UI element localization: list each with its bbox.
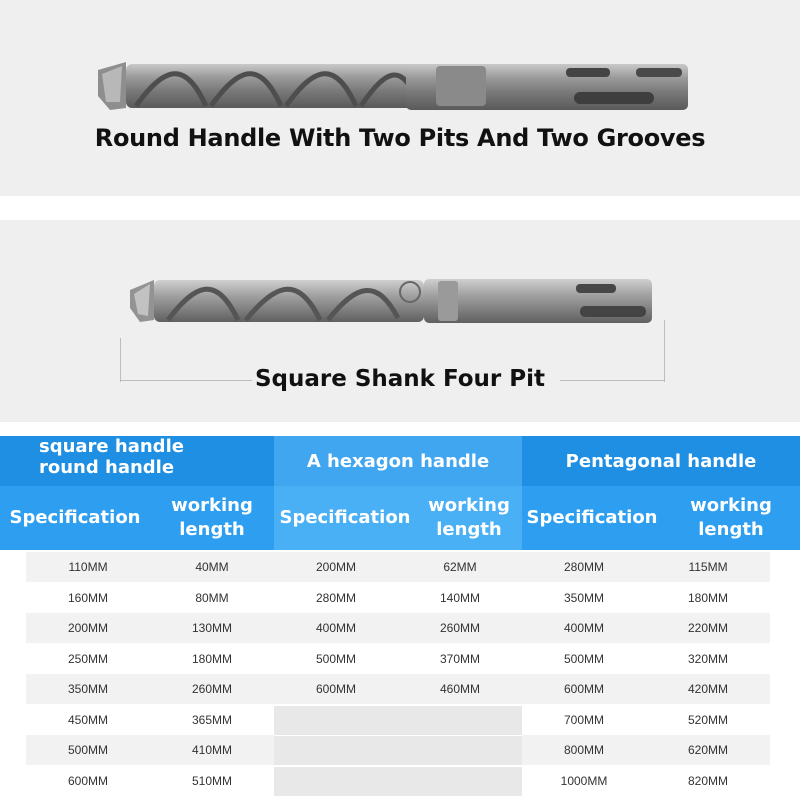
table-cell: 600MM [315, 682, 356, 696]
group-header-line1: square handle [39, 436, 184, 457]
subheader-working-2 [416, 486, 522, 550]
table-cell: 600MM [563, 682, 604, 696]
table-cell: 510MM [191, 773, 232, 788]
table-cell: 400MM [563, 621, 604, 635]
table-cell: 200MM [67, 621, 108, 635]
product-panel-round-handle [0, 0, 800, 196]
table-cell: 280MM [315, 590, 356, 605]
subheader-spec-1 [0, 486, 150, 550]
table-cell: 40MM [195, 560, 229, 574]
subheader-working-line2: length [698, 519, 764, 540]
subheader-working-line1: working [428, 495, 510, 516]
subheader-working-1 [150, 486, 274, 550]
table-cell: 115MM [688, 560, 728, 574]
table-cell: 260MM [191, 682, 232, 696]
table-cell: 520MM [687, 712, 728, 727]
table-cell [398, 766, 522, 796]
table-cell: 80MM [195, 590, 229, 605]
group-header-pentagonal-label: Pentagonal handle [565, 450, 757, 472]
group-header-pentagonal [522, 436, 800, 486]
table-cell: 260MM [439, 621, 480, 635]
table-cell: 410MM [191, 743, 232, 757]
subheader-spec-2 [274, 486, 416, 550]
table-cell: 500MM [315, 651, 356, 666]
table-cell: 820MM [687, 773, 728, 788]
table-cell: 160MM [67, 590, 108, 605]
subheader-spec-label: Specification [279, 507, 411, 528]
table-cell: 700MM [563, 712, 604, 727]
table-cell: 280MM [563, 560, 604, 574]
table-cell [274, 705, 398, 735]
group-header-hexagon-label: A hexagon handle [306, 450, 490, 472]
spec-table [0, 436, 800, 800]
table-cell: 450MM [67, 712, 108, 727]
subheader-working-line1: working [171, 495, 253, 516]
table-cell: 180MM [191, 651, 232, 666]
caption-square-shank: Square Shank Four Pit [254, 366, 546, 392]
table-cell: 110MM [68, 560, 108, 574]
table-cell: 500MM [563, 651, 604, 666]
subheader-working-line2: length [436, 519, 502, 540]
group-header-square-round [0, 436, 274, 486]
table-cell: 500MM [67, 743, 108, 757]
table-cell: 365MM [191, 712, 232, 727]
table-cell: 800MM [563, 743, 604, 757]
table-cell: 350MM [563, 590, 604, 605]
table-cell: 350MM [67, 682, 108, 696]
subheader-spec-label: Specification [9, 507, 141, 528]
table-cell: 200MM [315, 560, 356, 574]
group-header-line2: round handle [39, 457, 175, 478]
table-cell: 220MM [687, 621, 728, 635]
subheader-spec-label: Specification [526, 507, 658, 528]
table-cell: 180MM [687, 590, 728, 605]
table-cell: 420MM [687, 682, 728, 696]
subheader-working-line1: working [690, 495, 772, 516]
table-cell: 400MM [315, 621, 356, 635]
table-cell: 62MM [443, 560, 477, 574]
subheader-working-line2: length [179, 519, 245, 540]
caption-round-handle: Round Handle With Two Pits And Two Grooves [94, 124, 706, 152]
product-panel-square-shank [0, 220, 800, 422]
table-cell: 620MM [687, 743, 728, 757]
subheader-working-3 [662, 486, 800, 550]
table-cell [274, 735, 398, 765]
table-cell: 370MM [439, 651, 480, 666]
table-cell [398, 705, 522, 735]
drill-bit-square-shank-image [128, 270, 658, 330]
table-cell: 1000MM [560, 773, 608, 788]
group-header-hexagon [274, 436, 522, 486]
table-cell: 600MM [67, 773, 108, 788]
table-cell: 140MM [439, 590, 480, 605]
subheader-spec-3 [522, 486, 662, 550]
table-cell: 460MM [439, 682, 480, 696]
table-cell: 130MM [191, 621, 232, 635]
table-cell: 250MM [67, 651, 108, 666]
drill-bit-round-handle-image [96, 54, 696, 118]
table-cell [274, 766, 398, 796]
table-cell: 320MM [687, 651, 728, 666]
table-cell [398, 735, 522, 765]
